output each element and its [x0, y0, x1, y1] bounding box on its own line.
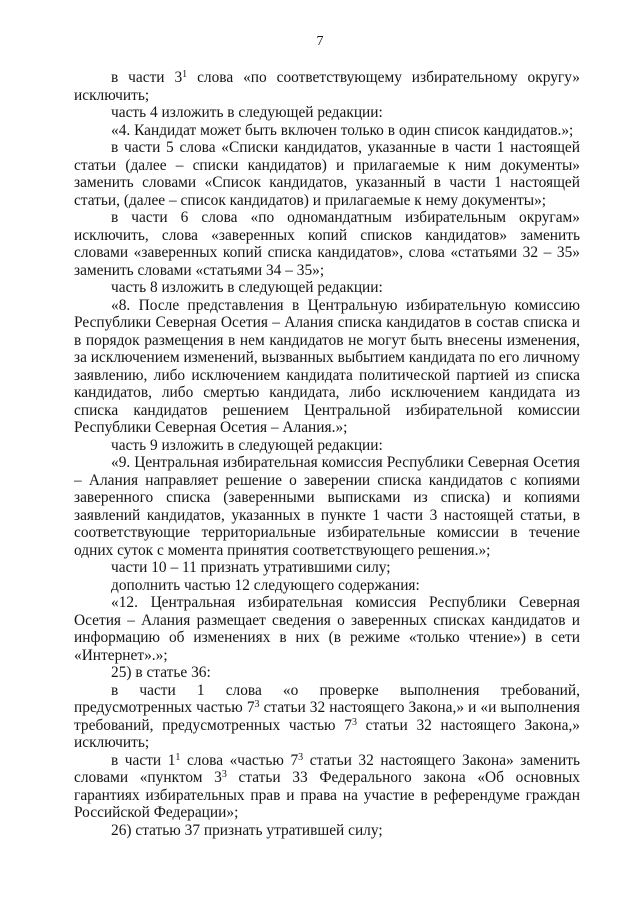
paragraph [74, 454, 580, 559]
text-run: «8. После представления в Центральную избирательную комиссию Республики Северная Осетия – Алания списка кандидатов в состав списка и в порядок размещения в нем кандидатов не могут быть внесены изменения, за исключением изменений, вызванных выбытием кандидата по его личному заявлению, либо исключением кандидата политической партией из списка кандидатов, либо смертью кандидата, либо исключением кандидата из списка кандидатов решением Центральной избирательной комиссии Республики Северная Осетия – Алания.»; [74, 296, 580, 436]
paragraph [74, 577, 580, 595]
superscript: 1 [182, 69, 188, 80]
paragraph [74, 122, 580, 140]
paragraph [74, 664, 580, 682]
text-run: часть 4 изложить в следующей редакции: [111, 104, 383, 121]
paragraph [74, 437, 580, 455]
text-run: в части 5 слова «Списки кандидатов, указанные в части 1 настоящей статьи (далее – списки кандидатов) и прилагаемые к ним документы» заменить словами «Список кандидатов, указанный в части 1 настоящей статьи, (далее – список кандидатов) и прилагаемые к нему документы»; [74, 139, 580, 209]
text-run: в части 3 [111, 69, 183, 86]
text-run: статьи 32 настоящего Закона,» и «и выполнения требований, предусмотренных частью 7 [74, 699, 580, 734]
superscript: 3 [298, 751, 304, 763]
paragraph [74, 139, 580, 209]
text-run: статьи 33 Федерального закона «Об основных гарантиях избирательных прав и права на участие в референдуме граждан Российской Федерации»; [74, 769, 580, 821]
text-run: статьи 32 настоящего Закона,» исключить; [74, 716, 580, 751]
superscript: 3 [351, 716, 357, 728]
paragraph [74, 104, 580, 122]
text-run: 25) в статье 36: [111, 664, 211, 681]
text-run: «12. Центральная избирательная комиссия Республики Северная Осетия – Алания размещает сведения о заверенных списках кандидатов и информацию об изменениях в них (в режиме «только чтение») в сети «Интернет».»; [74, 594, 580, 664]
paragraph [74, 682, 580, 752]
superscript: 3 [221, 769, 227, 780]
text-run: слова «частью 7 [180, 751, 299, 769]
paragraph [74, 752, 580, 822]
page-number: 7 [316, 34, 324, 49]
paragraph [74, 594, 580, 664]
paragraph [74, 209, 580, 279]
superscript: 3 [254, 699, 260, 710]
text-run: дополнить частью 12 следующего содержания: [111, 576, 420, 594]
superscript: 1 [175, 751, 181, 763]
text-run: «9. Центральная избирательная комиссия Республики Северная Осетия – Алания направляет решение о заверении списка кандидатов с копиями заверенного списка (заверенными выписками из списка) и копиями заявлений кандидатов, указанных в пункте 1 части 3 настоящей статьи, в соответствующие территориальные избирательные комиссии в течение одних суток с момента принятия соответствующего решения.»; [74, 454, 580, 559]
text-run: в части 6 слова «по одномандатным избирательным округам» исключить, слова «заверенных копий списков кандидатов» заменить словами «заверенных копий списка кандидатов», слова «статьями 32 – 35» заменить словами «статьями 34 – 35»; [74, 209, 580, 279]
text-run: часть 8 изложить в следующей редакции: [111, 279, 383, 296]
text-run: части 10 – 11 признать утратившими силу; [111, 559, 391, 576]
document-body [74, 69, 580, 839]
paragraph [74, 559, 580, 577]
text-run: слова «по соответствующему избирательному округу» исключить; [74, 69, 580, 104]
text-run: «4. Кандидат может быть включен только в один список кандидатов.»; [111, 121, 574, 139]
paragraph [74, 279, 580, 297]
text-run: в части 1 [111, 751, 176, 769]
text-run: часть 9 изложить в следующей редакции: [111, 436, 383, 454]
paragraph [74, 297, 580, 437]
text-run: статьи 32 настоящего Закона» заменить словами «пунктом 3 [74, 751, 580, 786]
text-run: в части 1 слова «о проверке выполнения требований, предусмотренных частью 7 [74, 681, 580, 716]
paragraph [74, 69, 580, 104]
text-run: 26) статью 37 признать утратившей силу; [111, 821, 383, 839]
paragraph [74, 822, 580, 840]
